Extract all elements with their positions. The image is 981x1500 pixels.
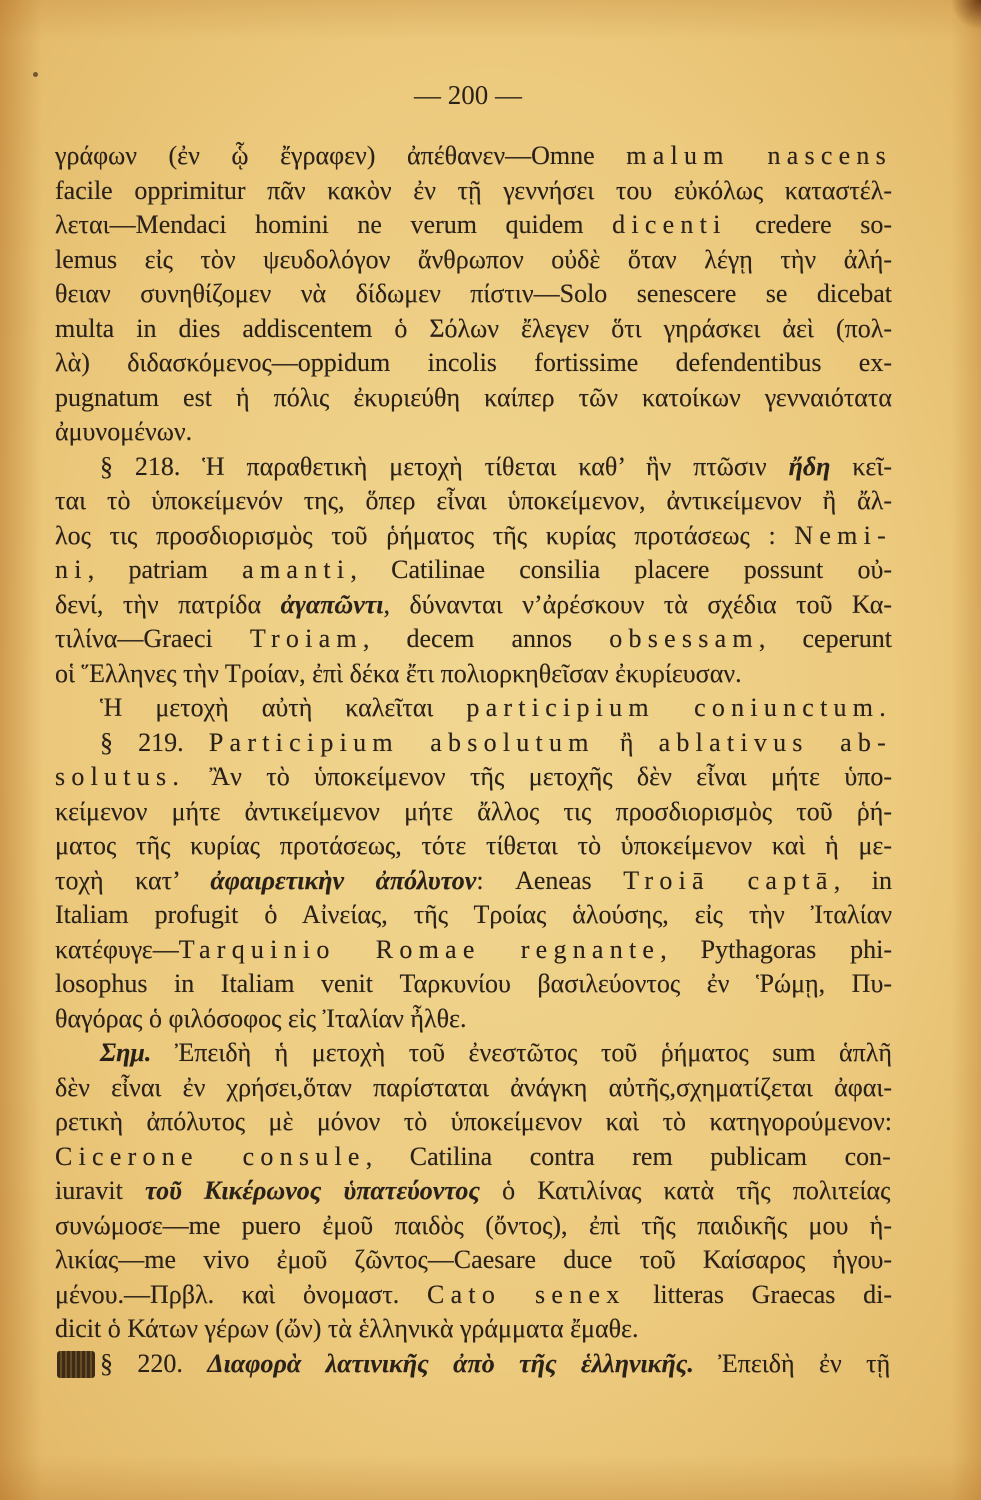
- line-content: [55, 415, 192, 450]
- text-line: [55, 519, 892, 554]
- emphasized-text: Διαφορὰ λατινικῆς ἀπὸ τῆς ἑλληνικῆς.: [207, 1348, 694, 1378]
- line-content: [55, 1071, 892, 1106]
- text-line: [55, 1140, 892, 1175]
- text-line: [55, 1002, 892, 1037]
- line-text: , in: [833, 865, 892, 895]
- spaced-latin-text: obsessam: [609, 624, 759, 653]
- line-content: [55, 657, 742, 692]
- line-text: ται τὸ ὑποκείμενόν της, ὅπερ εἶναι ὑποκείμενον, ἀντικείμενον ἢ ἄλ-: [55, 486, 892, 515]
- spaced-latin-text: Troiā captā: [623, 865, 834, 895]
- line-text: , patriam: [87, 555, 243, 584]
- line-content: [55, 898, 892, 933]
- line-text: , Catilinae consilia placere possunt οὐ-: [350, 555, 892, 584]
- line-content: [55, 277, 892, 312]
- note-line: [55, 1036, 892, 1071]
- spaced-latin-text: dicenti: [612, 210, 727, 239]
- text-line: [55, 415, 892, 450]
- text-line: [55, 312, 892, 347]
- line-text: ρετικὴ ἀπόλυτος μὲ μόνον τὸ ὑποκείμενον καὶ τὸ κατηγορούμενον:: [55, 1107, 892, 1136]
- line-text: , Pythagoras phi-: [660, 934, 892, 964]
- line-text: facile opprimitur πᾶν κακὸν ἐν τῇ γεννήσει του εὐκόλως καταστέλ-: [55, 175, 892, 205]
- text-line: [55, 864, 892, 899]
- text-line: [55, 484, 892, 519]
- emphasized-text: ἀγαπῶντι: [280, 589, 384, 619]
- line-text: δενί, τὴν πατρίδα: [55, 589, 281, 619]
- line-content: [55, 243, 892, 278]
- section-219-heading-line: [55, 726, 892, 761]
- text-line: [55, 760, 892, 795]
- line-text: Ἡ μετοχὴ αὐτὴ καλεῖται: [100, 693, 467, 722]
- line-content: [55, 1105, 892, 1140]
- spaced-latin-text: Cicerone consule: [55, 1141, 366, 1171]
- ink-ornament-icon: [57, 1351, 95, 1378]
- text-line: [55, 174, 892, 209]
- line-content: [55, 1209, 892, 1244]
- line-content: [100, 1347, 890, 1382]
- text-line: [55, 829, 892, 864]
- text-line: [55, 588, 892, 623]
- line-text: ἢ: [594, 727, 659, 757]
- page-text-body: [55, 139, 892, 1381]
- line-content: [55, 1140, 891, 1175]
- line-content: [100, 450, 892, 485]
- spaced-latin-text: Nemi-: [794, 520, 892, 550]
- text-line: [55, 1312, 892, 1347]
- line-text: κεῖ-: [830, 451, 892, 481]
- line-text: λος τις προσδιορισμὸς τοῦ ῥήματος τῆς κυρίας προτάσεως :: [55, 520, 795, 550]
- text-line: [55, 933, 892, 968]
- emphasized-text: ἀφαιρετικὴν ἀπόλυτον: [210, 865, 477, 895]
- line-text: litteras Graecas di-: [625, 1279, 892, 1309]
- line-content: [55, 174, 892, 209]
- text-line: [55, 1209, 892, 1244]
- line-text: : Aeneas: [476, 865, 624, 895]
- line-text: λεται—Mendaci homini ne verum quidem: [55, 210, 613, 239]
- emphasized-text: τοῦ Κικέρωνος ὑπατεύοντος: [145, 1176, 481, 1205]
- text-line: [55, 1071, 892, 1106]
- line-content: [55, 208, 892, 243]
- spaced-latin-text: solutus.: [55, 762, 186, 791]
- line-text: δὲν εἶναι ἐν χρήσει,ὅταν παρίσταται ἀνάγκη αὐτῆς,σχηματίζεται ἀφαι-: [55, 1072, 892, 1102]
- spaced-latin-text: participium coniunctum.: [466, 693, 892, 722]
- text-line: [55, 208, 892, 243]
- text-line: [55, 1174, 892, 1209]
- emphasized-text: Σημ.: [100, 1038, 152, 1067]
- paper-speck: [33, 72, 38, 77]
- line-text: λικίας—me vivo ἐμοῦ ζῶντος—Caesare duce τοῦ Καίσαρος ἡγου-: [55, 1245, 892, 1274]
- line-content: [55, 1243, 892, 1278]
- line-content: [55, 933, 892, 968]
- text-line: [55, 553, 892, 588]
- line-content: [55, 553, 892, 588]
- text-line: [55, 346, 892, 381]
- line-text: τοχὴ κατ’: [55, 865, 211, 895]
- line-content: [55, 1002, 466, 1037]
- line-text: κατέφυγε—: [55, 934, 179, 964]
- line-text: θαγόρας ὁ φιλόσοφος εἰς Ἰταλίαν ἦλθε.: [55, 1003, 467, 1033]
- text-line: [55, 1243, 892, 1278]
- spaced-latin-text: Participium absolutum: [208, 727, 595, 757]
- line-text: multa in dies addiscentem ὁ Σόλων ἔλεγεν ὅτι γηράσκει ἀεὶ (πολ-: [55, 313, 892, 343]
- line-text: , decem annos: [362, 624, 610, 653]
- line-text: iuravit: [55, 1176, 145, 1205]
- spaced-latin-text: Troiam: [249, 624, 363, 653]
- spaced-latin-text: Cato senex: [427, 1279, 626, 1309]
- line-text: pugnatum est ἡ πόλις ἐκυριεύθη καίπερ τῶν κατοίκων γενναιότατα: [55, 382, 892, 412]
- line-text: οἱ Ἕλληνες τὴν Τροίαν, ἐπὶ δέκα ἔτι πολιορκηθεῖσαν ἐκυρίευσαν.: [55, 658, 742, 688]
- line-content: [100, 726, 892, 761]
- line-text: Ἐπειδὴ ἡ μετοχὴ τοῦ ἐνεστῶτος τοῦ ῥήματος sum ἁπλῆ: [151, 1038, 892, 1067]
- line-text: κείμενον μήτε ἀντικείμενον μήτε ἄλλος τις προσδιορισμὸς τοῦ ῥή-: [55, 796, 892, 826]
- line-content: [55, 588, 892, 623]
- line-text: τιλίνα—Graeci: [55, 624, 250, 653]
- line-text: losophus in Italiam venit Ταρκυνίου βασιλεύοντος ἐν Ῥώμῃ, Πυ-: [55, 969, 892, 998]
- text-line: [55, 691, 892, 726]
- line-text: § 218. Ἡ παραθετικὴ μετοχὴ τίθεται καθ’ ἣν πτῶσιν: [100, 451, 789, 481]
- line-content: [55, 346, 892, 381]
- spaced-latin-text: ablativus ab-: [658, 727, 892, 757]
- text-line: [55, 243, 892, 278]
- line-content: [55, 622, 892, 657]
- line-text: dicit ὁ Κάτων γέρων (ὤν) τὰ ἑλληνικὰ γράμματα ἔμαθε.: [55, 1314, 639, 1343]
- line-content: [55, 484, 892, 519]
- text-line: [55, 139, 892, 174]
- line-content: [55, 1312, 638, 1347]
- text-line: [55, 657, 892, 692]
- line-content: [55, 795, 892, 830]
- spaced-latin-text: Tarquinio Romae regnante: [178, 934, 661, 964]
- line-text: θειαν συνηθίζομεν νὰ δίδωμεν πίστιν—Solo senescere se dicebat: [55, 279, 892, 308]
- line-text: , Catilina contra rem publicam con-: [365, 1141, 891, 1171]
- line-text: Ἐπειδὴ ἐν τῇ: [693, 1348, 891, 1378]
- line-text: ματος τῆς κυρίας προτάσεως, τότε τίθεται τὸ ὑποκείμενον καὶ ἡ με-: [55, 831, 892, 860]
- text-line: [55, 277, 892, 312]
- line-content: [55, 967, 892, 1002]
- page-number: — 200 —: [414, 80, 522, 110]
- line-content: [55, 829, 892, 864]
- text-line: [55, 1278, 892, 1313]
- line-content: [100, 691, 892, 726]
- line-text: λὰ) διδασκόμενος—oppidum incolis fortissime defendentibus ex-: [55, 348, 892, 377]
- text-line: [55, 381, 892, 416]
- line-content: [100, 1036, 892, 1071]
- line-text: lemus εἰς τὸν ψευδολόγον ἄνθρωπον οὐδὲ ὅταν λέγῃ τὴν ἀλή-: [55, 244, 892, 274]
- line-text: credere so-: [726, 210, 892, 239]
- line-text: Italiam profugit ὁ Αἰνείας, τῆς Τροίας ἁλούσης, εἰς τὴν Ἰταλίαν: [55, 900, 892, 929]
- line-text: , ceperunt: [758, 624, 892, 653]
- spaced-latin-text: malum nascens: [626, 141, 892, 170]
- line-text: Ἂν τὸ ὑποκείμενον τῆς μετοχῆς δὲν εἶναι μήτε ὑπο-: [185, 762, 892, 791]
- line-content: [55, 760, 892, 795]
- line-text: συνώμοσε—me puero ἐμοῦ παιδὸς (ὄντος), ἐπὶ τῆς παιδικῆς μου ἡ-: [55, 1210, 892, 1240]
- line-text: γράφων (ἐν ᾧ ἔγραφεν) ἀπέθανεν—Omne: [55, 141, 627, 170]
- line-text: ἀμυνομένων.: [55, 417, 193, 446]
- line-text: , δύνανται ν’ἀρέσκουν τὰ σχέδια τοῦ Κα-: [383, 589, 892, 619]
- section-220-heading-line: [55, 1347, 892, 1382]
- line-content: [55, 1174, 890, 1209]
- section-218-heading-line: [55, 450, 892, 485]
- spaced-latin-text: amanti: [242, 555, 351, 584]
- line-content: [55, 312, 892, 347]
- text-line: [55, 795, 892, 830]
- line-text: μένου.—Πρβλ. καὶ ὀνομαστ.: [55, 1279, 428, 1309]
- text-line: [55, 1105, 892, 1140]
- text-line: [55, 898, 892, 933]
- text-line: [55, 622, 892, 657]
- line-content: [55, 519, 892, 554]
- emphasized-text: ἤδη: [788, 451, 831, 481]
- line-text: § 219.: [100, 727, 209, 757]
- spaced-latin-text: ni: [55, 555, 88, 584]
- text-line: [55, 967, 892, 1002]
- line-content: [55, 864, 892, 899]
- line-content: [55, 139, 892, 174]
- line-content: [55, 1278, 892, 1313]
- line-text: § 220.: [100, 1348, 208, 1378]
- line-text: ὁ Κατιλίνας κατὰ τῆς πολιτείας: [480, 1176, 891, 1205]
- line-content: [55, 381, 892, 416]
